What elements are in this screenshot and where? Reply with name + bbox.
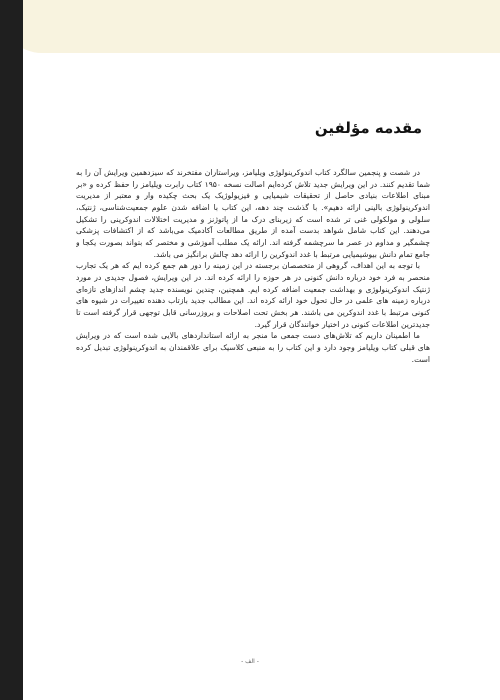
- paragraph: در شصت و پنجمین سالگرد کتاب اندوکرینولوژی ویلیامز، ویراستاران مفتخرند که سیزدهمین ویرایش آن را به شما تقدیم کنند. در این ویرایش جدید تلاش کرده‌ایم اصالت نسخه ۱۹۵۰ کتاب رابرت ویلیامز را حفظ کرده و «بر مبنای اطلاعات بنیادی حاصل از تحقیقات شیمیایی و فیزیولوژیک یک بحث چکیده وار و معتبر از مدیریت اندوکرینولوژی بالینی ارائه دهیم». با گذشت چند دهه، این کتاب با اضافه شدن علوم جمعیت‌شناسی، ژنتیک، سلولی و مولکولی غنی تر شده است که زیربنای درک ما از پاتوژنز و مدیریت اختلالات اندوکرینی را تشکیل می‌دهند. این کتاب شامل شواهد بدست آمده از طریق مطالعات آکادمیک می‌باشد که از اکتشافات پزشکی چشمگیر و مداوم در عصر ما سرچشمه گرفته اند. ارائه یک مطلب آموزشی و مختصر که بتواند بصورت یکجا و جامع تمام دانش بیوشیمیایی مرتبط با غدد اندوکرین را ارائه دهد چالش برانگیز می باشد.: [76, 168, 430, 259]
- body-text: [76, 167, 430, 512]
- header-band: [0, 0, 500, 53]
- paragraph: با توجه به این اهداف، گروهی از متخصصان برجسته در این زمینه را دور هم جمع کرده ایم که هر یک تجارب منحصر به فرد خود درباره دانش کنونی در هر حوزه را ارائه کرده اند. در این ویرایش، فصول جدیدی در مورد ژنتیک اندوکرینولوژی و بهداشت جمعیت اضافه کرده ایم. همچنین، چندین نویسنده جدید چشم اندازهای تازه‌ای درباره زمینه های علمی در حال تحول خود ارائه کرده اند. این مطالب جدید بازتاب دهنده تغییرات در شیوه های کنونی مرتبط با غدد اندوکرین می باشند. هر بخش تحت اصلاحات و بروزرسانی قابل توجهی قرار گرفته است تا جدیدترین اطلاعات کنونی در اختیار خوانندگان قرار گیرد.: [76, 261, 430, 329]
- paragraph: ما اطمینان داریم که تلاش‌های دست جمعی ما منجر به ارائه استانداردهای بالایی شده است که در ویرایش های قبلی کتاب ویلیامز وجود دارد و این کتاب را به منبعی کلاسیک برای علاقمندان به اندوکرینولوژی تبدیل کرده است.: [76, 331, 430, 364]
- page-title: مقدمه مؤلفین: [314, 119, 422, 137]
- page-number: - الف -: [241, 658, 259, 665]
- book-spine-bar: [0, 0, 23, 700]
